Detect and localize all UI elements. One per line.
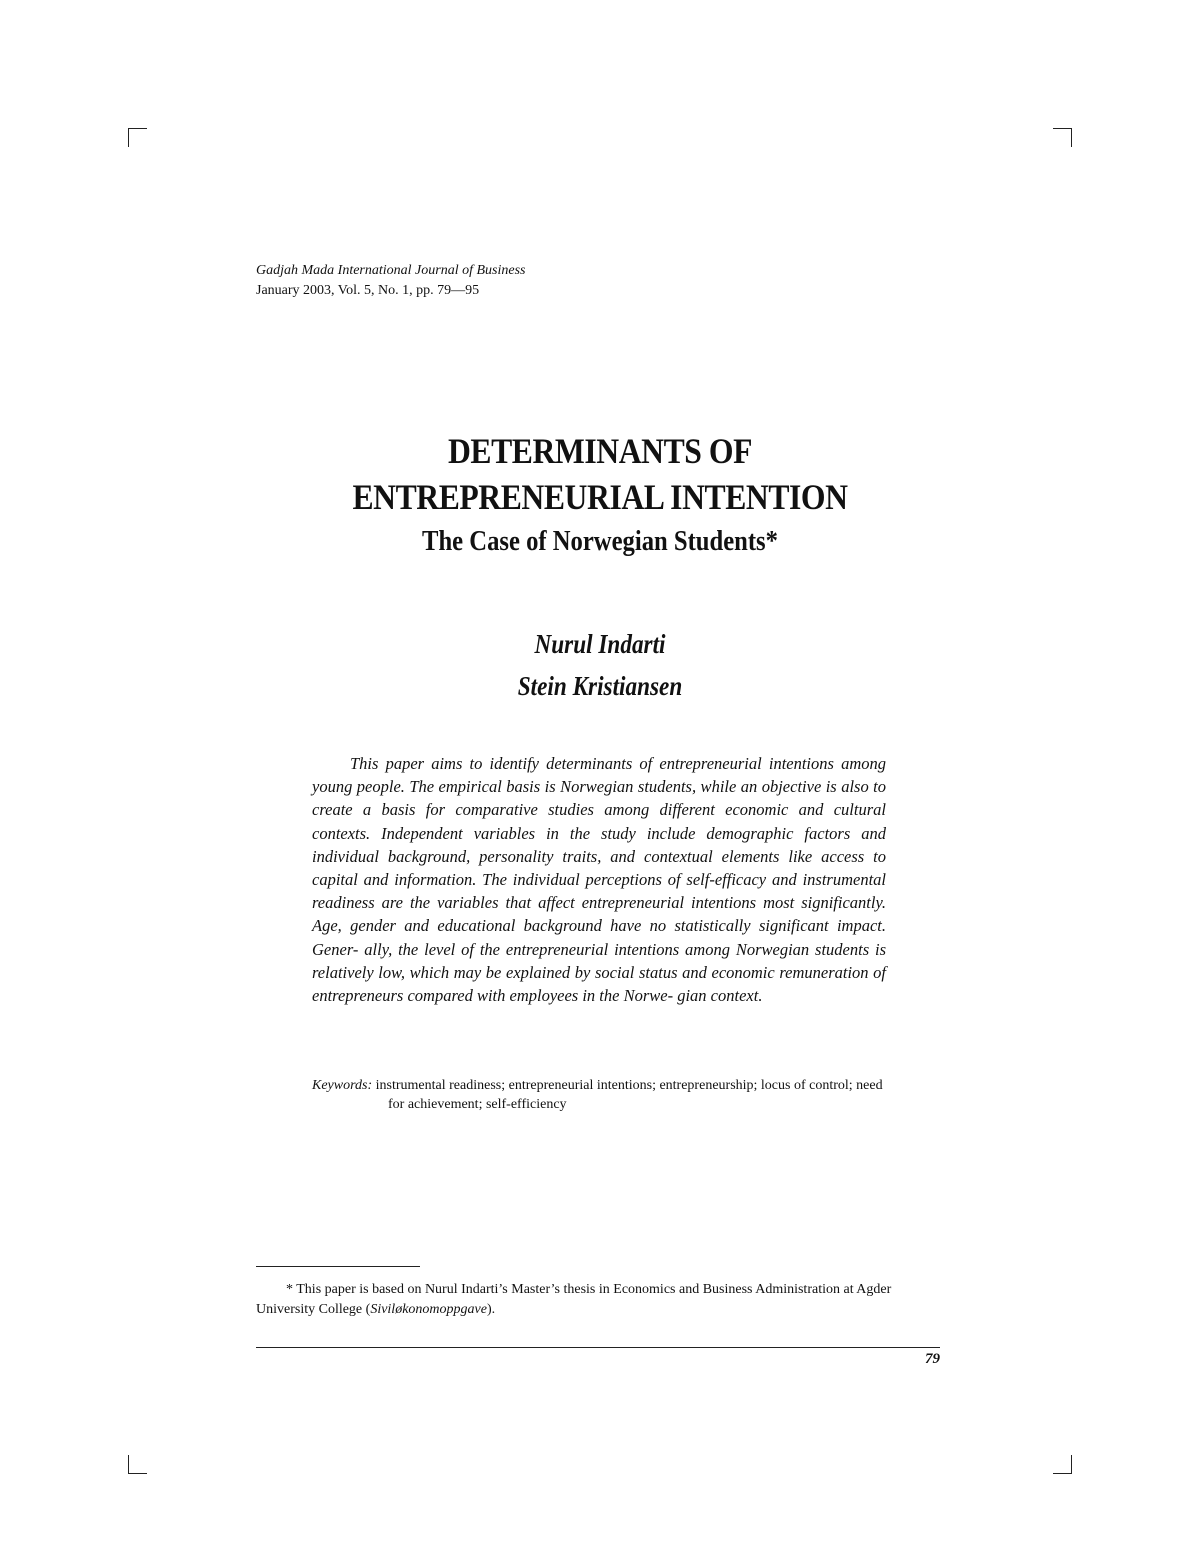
paper-subtitle: The Case of Norwegian Students* xyxy=(422,526,778,557)
paper-title-block xyxy=(0,428,1200,562)
page-footer-rule xyxy=(256,1347,940,1348)
keywords xyxy=(312,1076,886,1114)
journal-name: Gadjah Mada International Journal of Business xyxy=(256,263,526,278)
crop-mark-top-left xyxy=(128,128,147,147)
crop-mark-bottom-left xyxy=(128,1455,147,1474)
footnote-suffix: ). xyxy=(486,1302,496,1317)
footnote-divider xyxy=(256,1266,420,1267)
footnote xyxy=(256,1280,920,1320)
paper-title-line-1: DETERMINANTS OF xyxy=(447,431,753,471)
crop-mark-bottom-right xyxy=(1053,1455,1072,1474)
keywords-text: instrumental readiness; entrepreneurial intentions; entrepreneurship; locus of control; need for achievement; self-efficiency xyxy=(375,1078,883,1112)
footnote-italic-term: Siviløkonomoppgave xyxy=(370,1302,487,1317)
abstract-text: This paper aims to identify determinants of entrepreneurial intentions among young people. The empirical basis is Norwegian students, while an objective is also to create a basis for comparative studies among different economic and cultural contexts. Independent variables in the study include demographic factors and individual background, personality traits, and contextual elements like access to capital and information. The individual perceptions of self-efficacy and instrumental readiness are the variables that affect entrepreneurial intentions most significantly. Age, gender and educational background have no statistically significant impact. Gener- ally, the level of the entrepreneurial intentions among Norwegian students is relatively low, which may be explained by social status and economic remuneration of entrepreneurs compared with employees in the Norwe- gian context. xyxy=(312,754,886,1006)
journal-citation: January 2003, Vol. 5, No. 1, pp. 79—95 xyxy=(256,283,480,298)
author-list xyxy=(0,623,1200,707)
crop-mark-top-right xyxy=(1053,128,1072,147)
footnote-text: * This paper is based on Nurul Indarti’s Master’s thesis in Economics and Business Administration at Agder University College ( xyxy=(256,1282,892,1317)
page-number: 79 xyxy=(925,1351,940,1367)
keywords-label: Keywords: xyxy=(312,1078,373,1093)
paper-title-line-2: ENTREPRENEURIAL INTENTION xyxy=(352,477,848,517)
author-name: Stein Kristiansen xyxy=(517,671,683,701)
journal-header xyxy=(256,261,526,301)
author-name: Nurul Indarti xyxy=(534,629,666,659)
